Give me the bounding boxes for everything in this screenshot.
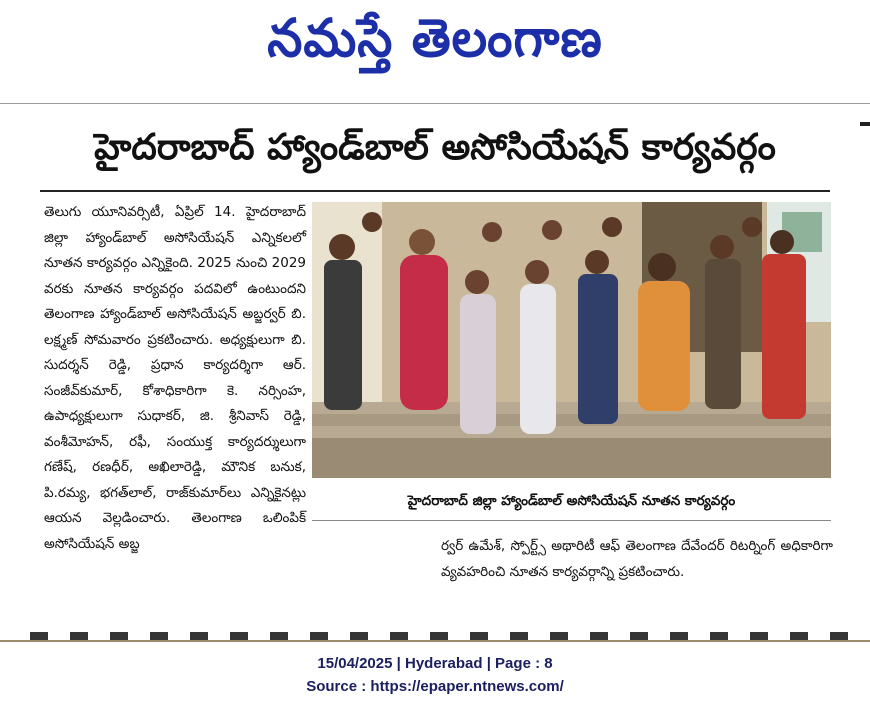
photo-caption: హైదరాబాద్ జిల్లా హ్యాండ్‌బాల్ అసోసియేషన్ నూతన కార్యవర్గం — [407, 493, 736, 509]
group-photo — [312, 202, 831, 478]
article-body-column-1: తెలుగు యూనివర్సిటీ, ఏప్రిల్ 14. హైదరాబాద్ జిల్లా హ్యాండ్‌బాల్ అసోసియేషన్ ఎన్నికలలో నూతన కార్యవర్గం ఎన్నికైంది. 2025 నుంచి 2029 వరకు నూతన కార్యవర్గం పదవిలో ఉంటుందని తెలంగాణ హ్యాండ్‌బాల్ అసోసియేషన్ అబ్జర్వర్ బి. లక్ష్మణ్ సోమవారం ప్రకటించారు. అధ్యక్షులుగా బి. సుదర్శన్ రెడ్డి, ప్రధాన కార్యదర్శిగా ఆర్. సంజీవ్‌కుమార్, కోశాధికారిగా కె. నర్సింహ, ఉపాధ్యక్షులుగా సుధాకర్, జి. శ్రీనివాస్ రెడ్డి, వంశీమోహన్, రఫీ, సంయుక్త కార్యదర్శులుగా గణేష్, రణధీర్, అఖిలారెడ్డి, మౌనిక బనుక, పి.రమ్య, భగత్‌లాల్, రాజ్‌కుమార్‌లు ఎన్నికైనట్లు ఆయన వెల్లడించారు. తెలంగాణ ఒలింపిక్ అసోసియేషన్ అబ్జ — [44, 204, 306, 552]
news-clipping — [0, 104, 870, 640]
group-photo-illustration — [312, 202, 831, 478]
next-article-headline-fragment — [30, 632, 850, 640]
edge-mark — [860, 122, 870, 126]
newspaper-logo: నమస్తే తెలంగాణ — [267, 7, 603, 69]
footer-source: Source : https://epaper.ntnews.com/ — [306, 678, 564, 695]
masthead — [0, 0, 870, 104]
article-headline: హైదరాబాద్ హ్యాండ్‌బాల్ అసోసియేషన్ కార్యవర్గం — [94, 127, 776, 168]
footer-date-location-page: 15/04/2025 | Hyderabad | Page : 8 — [317, 655, 553, 672]
headline-divider — [40, 190, 830, 192]
article-body-column-2: ర్వర్ ఉమేశ్, స్పోర్ట్స్ అథారిటీ ఆఫ్ తెలంగాణ దేవేందర్ రిటర్నింగ్ అధికారిగా వ్యవహరించి నూతన కార్యవర్గాన్ని ప్రకటించారు. — [441, 538, 833, 580]
footer — [0, 652, 870, 698]
footer-divider — [0, 640, 870, 642]
caption-divider — [312, 520, 831, 521]
